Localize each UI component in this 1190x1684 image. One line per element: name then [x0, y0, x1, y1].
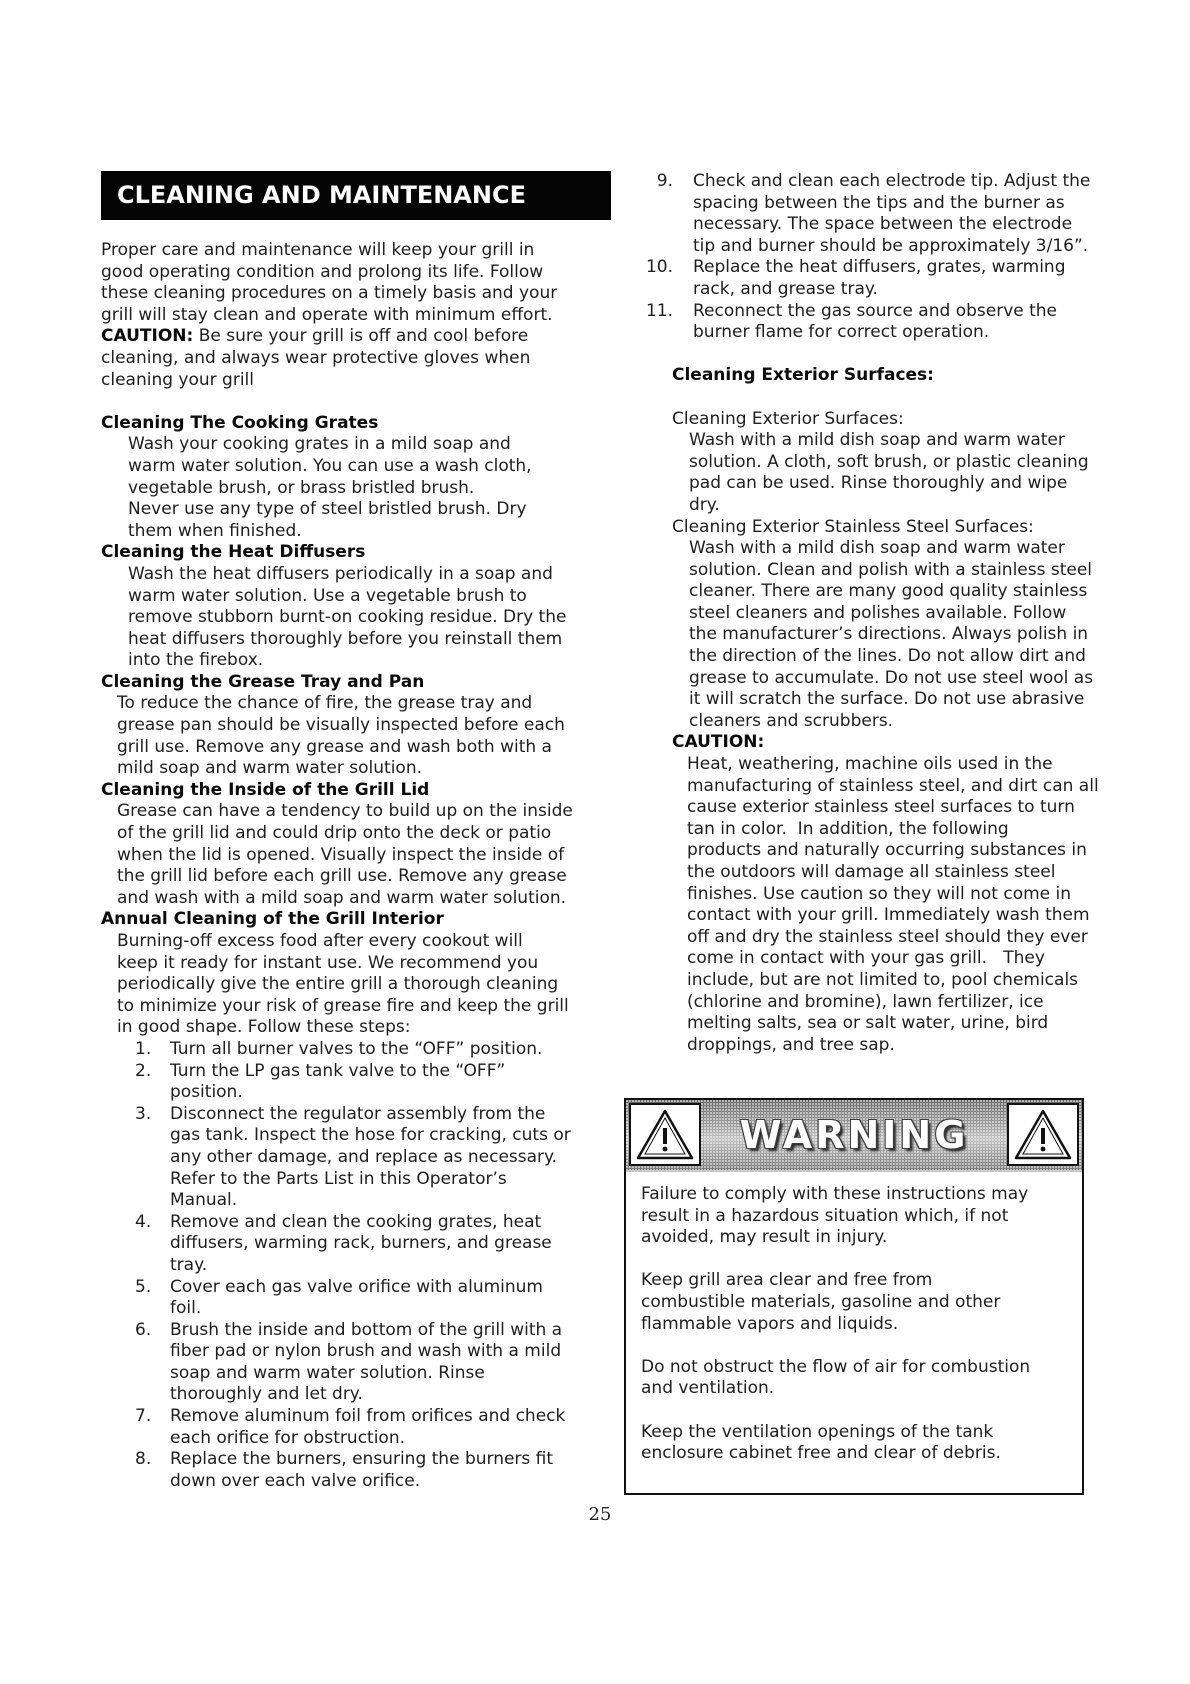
text-line: the direction of the lines. Do not allow dirt and [689, 646, 1086, 667]
text-line: each orifice for obstruction. [170, 1427, 406, 1448]
warning-box [624, 1098, 1084, 1495]
text-line: and wash with a mild soap and warm water solution. [117, 887, 567, 908]
step-number: 9. [656, 171, 673, 191]
subsection-label: Cleaning Exterior Surfaces: [672, 408, 904, 429]
text-line: solution. A cloth, soft brush, or plastic cleaning [689, 451, 1089, 472]
text-line: manufacturing of stainless steel, and dirt can all [687, 775, 1099, 796]
steps-list [101, 1039, 611, 1492]
section-grill-lid [101, 780, 611, 910]
warning-paragraph [641, 1357, 1071, 1400]
spacer [645, 387, 1165, 409]
step-text [693, 301, 1057, 344]
text-line: foil. [170, 1298, 202, 1319]
section-heading: Cleaning the Grease Tray and Pan [101, 671, 425, 692]
text-line: To reduce the chance of fire, the grease tray and [117, 693, 533, 714]
section-heading: Cleaning The Cooking Grates [101, 412, 379, 433]
text-line: contact with your grill. Immediately wash them [687, 905, 1090, 926]
text-line: tan in color. In addition, the following [687, 818, 1009, 839]
text-line: when the lid is opened. Visually inspect the inside of [117, 844, 565, 865]
text-line: periodically give the entire grill a thorough cleaning [117, 974, 559, 995]
step-text [170, 1406, 565, 1449]
text-line: Do not obstruct the flow of air for combustion [641, 1356, 1031, 1377]
step-number: 10. [645, 257, 673, 278]
page-number: 25 [588, 1504, 612, 1525]
text-line: steel cleaners and polishes available. Follow [689, 602, 1067, 623]
right-column [645, 171, 1165, 1056]
text-line: Replace the burners, ensuring the burners fit [170, 1449, 554, 1470]
step-number: 7. [135, 1406, 152, 1427]
text-line: spacing between the tips and the burner as [693, 192, 1065, 213]
text-line: Grease can have a tendency to build up on the inside [117, 801, 573, 822]
text-line: to minimize your risk of grease fire and keep the grill [117, 995, 569, 1016]
warning-divider [626, 1170, 1082, 1172]
step-number: 8. [135, 1449, 152, 1470]
text-line: (chlorine and bromine), lawn fertilizer, ice [687, 991, 1044, 1012]
text-line: any other damage, and replace as necessary. [170, 1146, 558, 1167]
text-line: vegetable brush, or brass bristled brush. [128, 477, 475, 498]
step-number: 2. [135, 1060, 152, 1081]
text-line: cleaners and scrubbers. [689, 710, 894, 731]
exterior-stainless [645, 517, 1165, 733]
subsection-label: Cleaning Exterior Stainless Steel Surfaces: [672, 516, 1034, 537]
text-line: diffusers, warming rack, burners, and grease [170, 1233, 552, 1254]
text-line: Heat, weathering, machine oils used in the [687, 754, 1053, 775]
text-line: avoided, may result in injury. [641, 1227, 888, 1248]
text-line: cause exterior stainless steel surfaces to turn [687, 797, 1075, 818]
text-line: come in contact with your gas grill. They [687, 948, 1045, 969]
text-line: Wash your cooking grates in a mild soap and [128, 434, 511, 455]
steps-list-continued [645, 171, 1165, 344]
text-line: melting salts, sea or salt water, urine, bird [687, 1013, 1049, 1034]
step-item [101, 1320, 611, 1406]
text-line: of the grill lid and could drip onto the deck or patio [117, 823, 552, 844]
text-line: thoroughly and let dry. [170, 1384, 363, 1405]
text-line: droppings, and tree sap. [687, 1034, 895, 1055]
text-line: Keep the ventilation openings of the tank [641, 1421, 994, 1442]
section-heading: Annual Cleaning of the Grill Interior [101, 909, 444, 930]
spacer [641, 1335, 1071, 1357]
text-line: necessary. The space between the electrode [693, 214, 1073, 235]
text-line: heat diffusers thoroughly before you reinstall them [128, 628, 563, 649]
warning-paragraph [641, 1270, 1071, 1335]
text-line: Failure to comply with these instructions may [641, 1184, 1029, 1204]
text-line: mild soap and warm water solution. [117, 758, 422, 779]
text-line: flammable vapors and liquids. [641, 1313, 899, 1334]
section-heading: Cleaning the Inside of the Grill Lid [101, 779, 430, 800]
step-text [170, 1449, 553, 1492]
section-annual-cleaning [101, 909, 611, 1039]
section-heat-diffusers [101, 542, 611, 672]
text-line: burner flame for correct operation. [693, 322, 990, 343]
step-text [170, 1104, 571, 1212]
caution-label: CAUTION: [101, 326, 194, 347]
text-line: warm water solution. Use a vegetable brush to [128, 585, 527, 606]
text-line: cleaner. There are many good quality stainless [689, 581, 1088, 602]
text-line: Wash the heat diffusers periodically in a soap and [128, 563, 553, 584]
step-item [645, 171, 1165, 257]
text-line: enclosure cabinet free and clear of debris. [641, 1443, 1001, 1464]
section-body [101, 564, 611, 672]
text-line: the grill lid before each grill use. Remove any grease [117, 866, 567, 887]
text-line: Wash with a mild dish soap and warm water [689, 430, 1065, 451]
text-line: fiber pad or nylon brush and wash with a mild [170, 1341, 562, 1362]
step-item [101, 1039, 611, 1061]
text-line: combustible materials, gasoline and other [641, 1291, 1001, 1312]
text-line: Brush the inside and bottom of the grill with a [170, 1319, 563, 1340]
text-line: good operating condition and prolong its life. Follow [101, 261, 544, 282]
intro-paragraph [101, 240, 611, 391]
text-line: Remove and clean the cooking grates, heat [170, 1211, 542, 1232]
warning-title: WARNING [739, 1113, 969, 1157]
section-body [101, 801, 611, 909]
caution-label: CAUTION: [672, 732, 765, 753]
step-item [101, 1212, 611, 1277]
section-body [101, 434, 611, 542]
step-number: 11. [645, 300, 673, 321]
text-line: Refer to the Parts List in this Operator’s [170, 1168, 507, 1189]
caution-line [101, 326, 611, 348]
step-text [693, 257, 1066, 300]
text-line: down over each valve orifice. [170, 1470, 421, 1491]
spacer [641, 1400, 1071, 1422]
text-line: Turn the LP gas tank valve to the “OFF” [170, 1060, 506, 1081]
text-line: finishes. Use caution so they will not come in [687, 883, 1072, 904]
exterior-general [645, 409, 1165, 517]
text-line: result in a hazardous situation which, if not [641, 1205, 1009, 1226]
step-number: 4. [135, 1211, 152, 1232]
step-item [101, 1449, 611, 1492]
section-body [101, 931, 611, 1039]
text-line: tray. [170, 1254, 208, 1275]
text-line: them when finished. [128, 520, 302, 541]
text-line: the outdoors will damage all stainless steel [687, 862, 1056, 882]
step-item [645, 257, 1165, 300]
step-item [101, 1061, 611, 1104]
spacer [645, 344, 1165, 366]
text-line: cleaning, and always wear protective gloves when [101, 347, 531, 368]
section-title-bar [101, 171, 611, 220]
exterior-caution [645, 732, 1165, 1056]
section-body [101, 693, 611, 779]
step-text [170, 1061, 505, 1104]
text-line: include, but are not limited to, pool chemicals [687, 969, 1079, 990]
text-line: keep it ready for instant use. We recommend you [117, 952, 539, 973]
step-number: 3. [135, 1103, 152, 1124]
text-line: Remove aluminum foil from orifices and check [170, 1406, 566, 1427]
subsection-body [645, 430, 1165, 516]
left-column [101, 240, 611, 1492]
step-text [693, 171, 1090, 257]
text-line: remove stubborn burnt-on cooking residue. Dry the [128, 607, 567, 628]
section-grease-tray [101, 672, 611, 780]
text-line: position. [170, 1082, 243, 1103]
step-item [645, 301, 1165, 344]
subsection-body [645, 538, 1165, 732]
text-line: products and naturally occurring substances in [687, 840, 1087, 861]
text-line: Turn all burner valves to the “OFF” position. [170, 1038, 543, 1059]
text-line: rack, and grease tray. [693, 278, 878, 299]
section-title: CLEANING AND MAINTENANCE [117, 181, 526, 209]
warning-triangle-icon-graphic [634, 1107, 696, 1162]
warning-body [641, 1184, 1071, 1465]
text-line: Disconnect the regulator assembly from the [170, 1103, 546, 1124]
exterior-heading: Cleaning Exterior Surfaces: [672, 365, 934, 386]
text-line: off and dry the stainless steel should they ever [687, 926, 1088, 947]
text-line: gas tank. Inspect the hose for cracking, cuts or [170, 1125, 571, 1146]
text-line: solution. Clean and polish with a stainless steel [689, 559, 1093, 580]
warning-triangle-icon [1007, 1103, 1079, 1166]
text-line: in good shape. Follow these steps: [117, 1017, 411, 1038]
warning-paragraph [641, 1422, 1071, 1465]
step-text [170, 1320, 562, 1406]
section-cooking-grates [101, 413, 611, 543]
caution-body [645, 754, 1165, 1056]
text-line: Cover each gas valve orifice with aluminum [170, 1276, 543, 1297]
text-line: Never use any type of steel bristled brush. Dry [128, 499, 527, 520]
step-number: 1. [135, 1038, 152, 1059]
step-text [170, 1277, 543, 1320]
warning-paragraph [641, 1184, 1071, 1249]
spacer [641, 1249, 1071, 1271]
text-line: the manufacturer’s directions. Always polish in [689, 624, 1089, 645]
step-number: 6. [135, 1319, 152, 1340]
section-heading: Cleaning the Heat Diffusers [101, 542, 366, 563]
text-line: Replace the heat diffusers, grates, warming [693, 257, 1066, 278]
step-item [101, 1277, 611, 1320]
step-item [101, 1406, 611, 1449]
text-line: Proper care and maintenance will keep your grill in [101, 240, 535, 260]
spacer [101, 391, 611, 413]
caution-text: Be sure your grill is off and cool before [193, 326, 529, 347]
text-line: grill use. Remove any grease and wash both with a [117, 736, 552, 757]
text-line: Keep grill area clear and free from [641, 1270, 933, 1291]
step-item [101, 1104, 611, 1212]
text-line: warm water solution. You can use a wash cloth, [128, 455, 532, 476]
warning-triangle-icon-graphic [1012, 1107, 1074, 1162]
text-line: it will scratch the surface. Do not use abrasive [689, 689, 1085, 710]
text-line: cleaning your grill [101, 369, 254, 390]
text-line: grease to accumulate. Do not use steel wool as [689, 667, 1094, 688]
step-text [170, 1039, 542, 1061]
text-line: tip and burner should be approximately 3/16”. [693, 235, 1089, 256]
text-line: Wash with a mild dish soap and warm water [689, 538, 1065, 559]
text-line: these cleaning procedures on a timely basis and your [101, 283, 558, 304]
text-line: pad can be used. Rinse thoroughly and wipe [689, 473, 1068, 494]
text-line: Manual. [170, 1190, 238, 1211]
step-text [170, 1212, 552, 1277]
text-line: grease pan should be visually inspected before each [117, 715, 565, 736]
text-line: dry. [689, 494, 720, 515]
text-line: into the firebox. [128, 650, 264, 671]
text-line: Burning-off excess food after every cookout will [117, 931, 523, 951]
text-line: Check and clean each electrode tip. Adjust the [693, 171, 1091, 191]
text-line: and ventilation. [641, 1378, 775, 1399]
step-number: 5. [135, 1276, 152, 1297]
text-line: Reconnect the gas source and observe the [693, 300, 1058, 321]
text-line: soap and warm water solution. Rinse [170, 1362, 485, 1383]
text-line: grill will stay clean and operate with minimum effort. [101, 304, 553, 325]
warning-triangle-icon [629, 1103, 701, 1166]
